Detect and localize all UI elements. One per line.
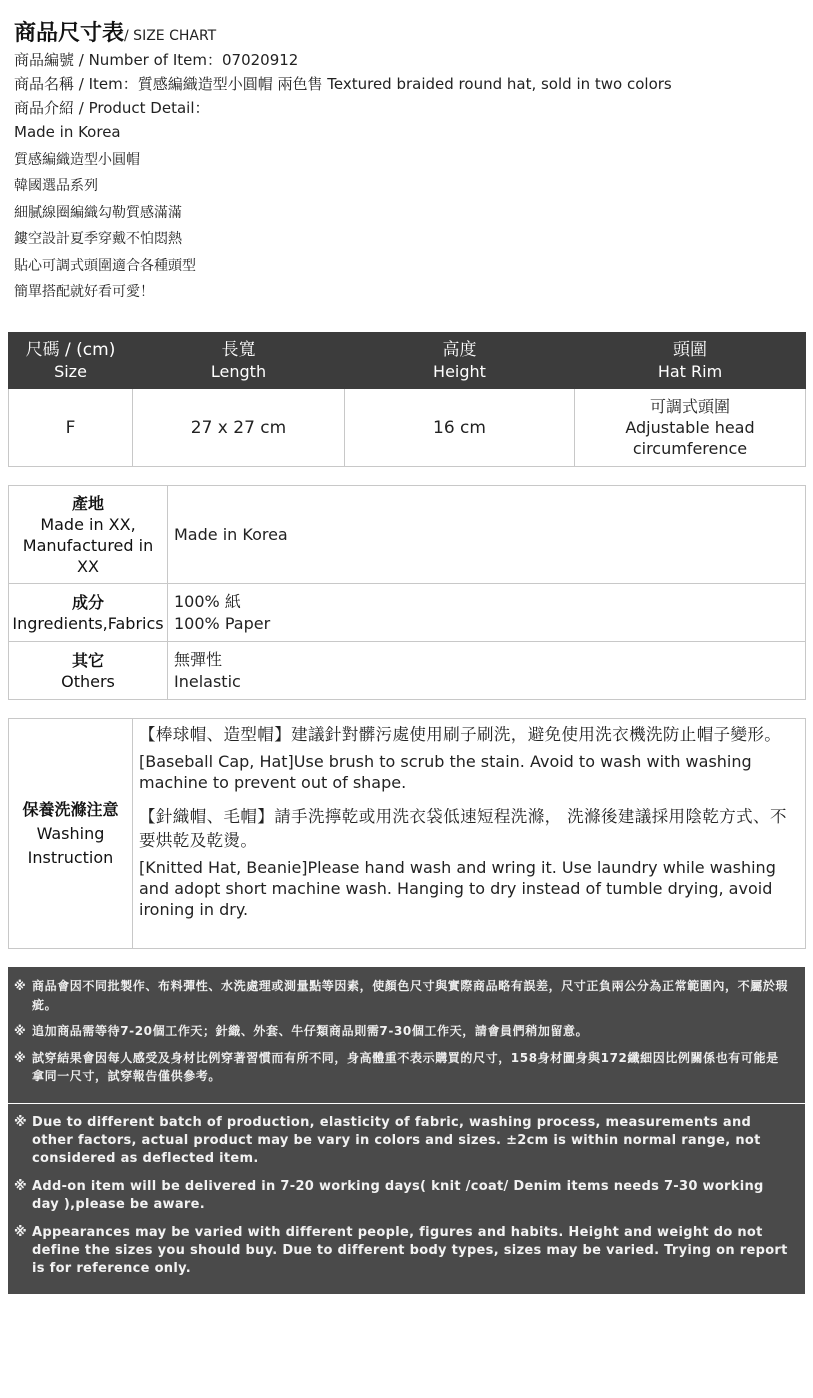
others-label-zh: 其它 — [71, 650, 104, 670]
origin-value: Made in Korea — [168, 486, 806, 584]
washing-label-en: Washing Instruction — [27, 823, 114, 867]
size-table-header — [9, 333, 806, 389]
rim-en: Adjustable head circumference — [625, 418, 755, 458]
rim-zh: 可調式頭圍 — [649, 397, 730, 416]
notes-en-panel — [8, 1104, 805, 1294]
page-title — [14, 16, 804, 48]
note-text: Due to different batch of production, elasticity of fabric, washing process, measurements and other factors, actual product may be vary in colors and sizes. ±2cm is within normal range, not considered as deflected item. — [32, 1115, 761, 1166]
description-line: 貼心可調式頭圍適合各種頭型 — [14, 257, 196, 274]
washing-label-zh: 保養洗滌注意 — [22, 799, 119, 819]
note-item — [14, 977, 791, 1014]
cell-height: 16 cm — [345, 389, 575, 467]
washing-instructions — [133, 719, 806, 949]
item-number: 商品編號 / Number of Item：07020912 — [14, 51, 299, 69]
product-info — [14, 16, 804, 305]
knit-instruction-en: [Knitted Hat, Beanie]Please hand wash and wring it. Use laundry while washing and adopt short machine wash. Hanging to dry instead of tumble drying, avoid ironing in dry. — [139, 858, 776, 919]
reference-mark-icon: ※ — [14, 1024, 27, 1038]
description-line: 細膩線圈編織勾勒質感滿滿 — [14, 204, 182, 221]
size-table — [8, 332, 806, 467]
item-name: 商品名稱 / Item：質感編織造型小圓帽 兩色售 Textured braided round hat, sold in two colors — [14, 75, 672, 93]
description-line: 鏤空設計夏季穿戴不怕悶熱 — [14, 231, 182, 248]
note-text: Appearances may be varied with different people, figures and habits. Height and weight do not define the sizes you should buy. Due to different body types, sizes may be varied. Trying on report is for reference only. — [32, 1225, 788, 1276]
cell-size: F — [9, 389, 133, 467]
header-height-en: Height — [433, 361, 486, 381]
title-en: / SIZE CHART — [124, 28, 217, 44]
reference-mark-icon: ※ — [14, 1115, 27, 1130]
ingredients-value-zh: 100% 紙 — [174, 591, 241, 611]
cap-instruction-en: [Baseball Cap, Hat]Use brush to scrub the stain. Avoid to wash with washing machine to prevent out of shape. — [139, 752, 752, 792]
table-row — [9, 486, 806, 584]
note-item — [14, 1022, 791, 1041]
header-rim-zh: 頭圍 — [673, 339, 707, 360]
ingredients-label-en: Ingredients,Fabrics — [12, 613, 164, 633]
others-label — [9, 642, 168, 700]
title-zh: 商品尺寸表 — [14, 21, 125, 46]
table-row — [9, 642, 806, 700]
cell-length: 27 x 27 cm — [133, 389, 345, 467]
reference-mark-icon: ※ — [14, 1050, 27, 1065]
notes-zh-panel — [8, 967, 805, 1103]
note-text: Add-on item will be delivered in 7-20 working days( knit /coat/ Denim items needs 7-30 working day ),please be aware. — [32, 1179, 764, 1212]
description-line: 簡單搭配就好看可愛！ — [14, 284, 154, 301]
header-length-en: Length — [210, 361, 267, 381]
material-table — [8, 485, 806, 700]
note-text: 追加商品需等待7-20個工作天；針織、外套、牛仔類商品則需7-30個工作天，請會員們稍加留意。 — [32, 1024, 589, 1038]
table-row — [9, 719, 806, 949]
others-value — [168, 642, 806, 700]
note-item — [14, 1049, 791, 1086]
others-label-en: Others — [61, 671, 115, 691]
ingredients-label — [9, 584, 168, 642]
reference-mark-icon: ※ — [14, 979, 27, 993]
washing-label — [9, 719, 133, 949]
description-line: Made in Korea — [14, 123, 121, 141]
header-height-zh: 高度 — [442, 339, 477, 360]
description-line: 韓國選品系列 — [14, 178, 98, 195]
note-text: 商品會因不同批製作、布料彈性、水洗處理或測量點等因素，使顏色尺寸與實際商品略有誤差，尺寸正負兩公分為正常範圍內，不屬於瑕疵。 — [32, 979, 789, 1012]
cell-hat-rim — [575, 389, 806, 467]
table-row — [9, 389, 806, 467]
header-height — [345, 333, 575, 389]
ingredients-value — [168, 584, 806, 642]
origin-label-zh: 產地 — [71, 493, 104, 513]
note-item — [14, 1114, 793, 1168]
reference-mark-icon: ※ — [14, 1179, 27, 1194]
description-line: 質感編織造型小圓帽 — [14, 152, 140, 168]
origin-label — [9, 486, 168, 584]
header-length-zh: 長寬 — [221, 339, 256, 360]
reference-mark-icon: ※ — [14, 1225, 27, 1240]
note-item — [14, 1178, 793, 1214]
header-size — [9, 333, 133, 389]
table-row — [9, 584, 806, 642]
header-size-zh: 尺碼 / (cm) — [25, 339, 116, 360]
washing-table — [8, 718, 806, 949]
header-rim-en: Hat Rim — [657, 361, 723, 381]
others-value-zh: 無彈性 — [174, 649, 223, 669]
knit-instruction-zh: 【針織帽、毛帽】請手洗擰乾或用洗衣袋低速短程洗滌， 洗滌後建議採用陰乾方式、不要烘乾及乾燙。 — [139, 807, 787, 850]
others-value-en: Inelastic — [174, 671, 241, 691]
ingredients-label-zh: 成分 — [71, 592, 104, 612]
cap-instruction-zh: 【棒球帽、造型帽】建議針對髒污處使用刷子刷洗，避免使用洗衣機洗防止帽子變形。 — [139, 725, 782, 744]
header-hat-rim — [575, 333, 806, 389]
note-text: 試穿結果會因每人感受及身材比例穿著習慣而有所不同，身高體重不表示購買的尺寸，158身材圖身與172纖細因比例關係也有可能是拿同一尺寸，試穿報告僅供參考。 — [32, 1050, 779, 1083]
ingredients-value-en: 100% Paper — [174, 613, 271, 633]
origin-label-en: Made in XX, Manufactured in XX — [22, 514, 154, 576]
header-length — [133, 333, 345, 389]
header-size-en: Size — [54, 361, 87, 381]
note-item — [14, 1224, 793, 1278]
detail-label: 商品介紹 / Product Detail： — [14, 99, 210, 117]
